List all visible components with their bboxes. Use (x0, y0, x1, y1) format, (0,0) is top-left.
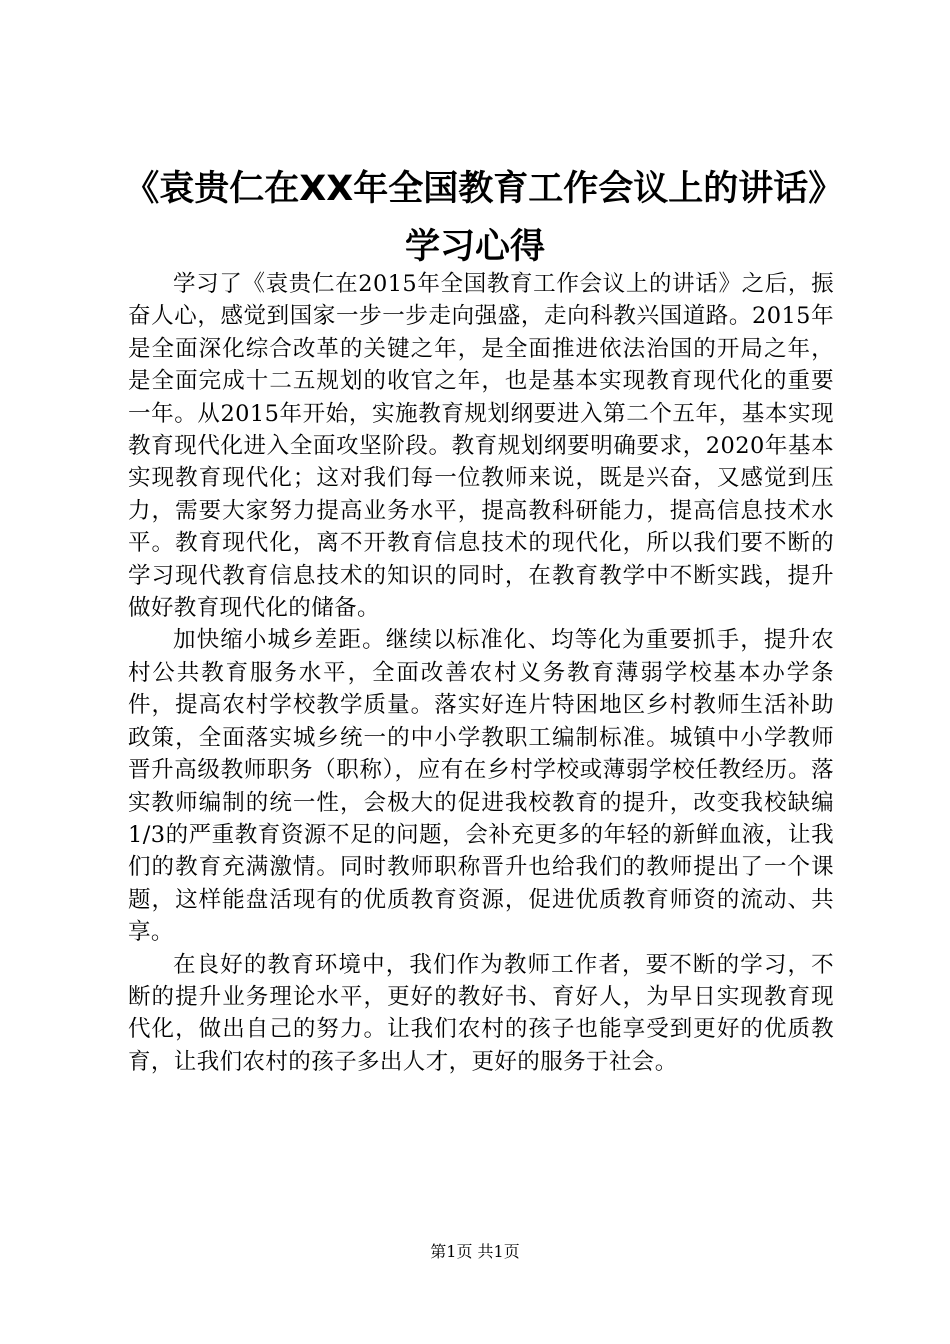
document-body (128, 268, 834, 1078)
document-title: 《袁贵仁在XX年全国教育工作会议上的讲话》学习心得 (124, 169, 826, 267)
page-footer: 第1页 共1页 (430, 1242, 520, 1261)
paragraph-2: 加快缩小城乡差距。继续以标准化、均等化为重要抓手，提升农村公共教育服务水平，全面改善农村义务教育薄弱学校基本办学条件，提高农村学校教学质量。落实好连片特困地区乡村教师生活补助政策，全面落实城乡统一的中小学教职工编制标准。城镇中小学教师晋升高级教师职务（职称），应有在乡村学校或薄弱学校任教经历。落实教师编制的统一性，会极大的促进我校教育的提升，改变我校缺编1/3的严重教育资源不足的问题，会补充更多的年轻的新鲜血液，让我们的教育充满激情。同时教师职称晋升也给我们的教师提出了一个课题，这样能盘活现有的优质教育资源，促进优质教育师资的流动、共享。 (128, 627, 834, 946)
paragraph-3: 在良好的教育环境中，我们作为教师工作者，要不断的学习，不断的提升业务理论水平，更好的教好书、育好人，为早日实现教育现代化，做出自己的努力。让我们农村的孩子也能享受到更好的优质教育，让我们农村的孩子多出人才，更好的服务于社会。 (128, 951, 834, 1075)
paragraph-1: 学习了《袁贵仁在2015年全国教育工作会议上的讲话》之后，振奋人心，感觉到国家一步一步走向强盛，走向科教兴国道路。2015年是全面深化综合改革的关键之年，是全面推进依法治国的开局之年，是全面完成十二五规划的收官之年，也是基本实现教育现代化的重要一年。从2015年开始，实施教育规划纲要进入第二个五年，基本实现教育现代化进入全面攻坚阶段。教育规划纲要明确要求，2020年基本实现教育现代化；这对我们每一位教师来说，既是兴奋，又感觉到压力，需要大家努力提高业务水平，提高教科研能力，提高信息技术水平。教育现代化，离不开教育信息技术的现代化，所以我们要不断的学习现代教育信息技术的知识的同时，在教育教学中不断实践，提升做好教育现代化的储备。 (128, 271, 834, 622)
